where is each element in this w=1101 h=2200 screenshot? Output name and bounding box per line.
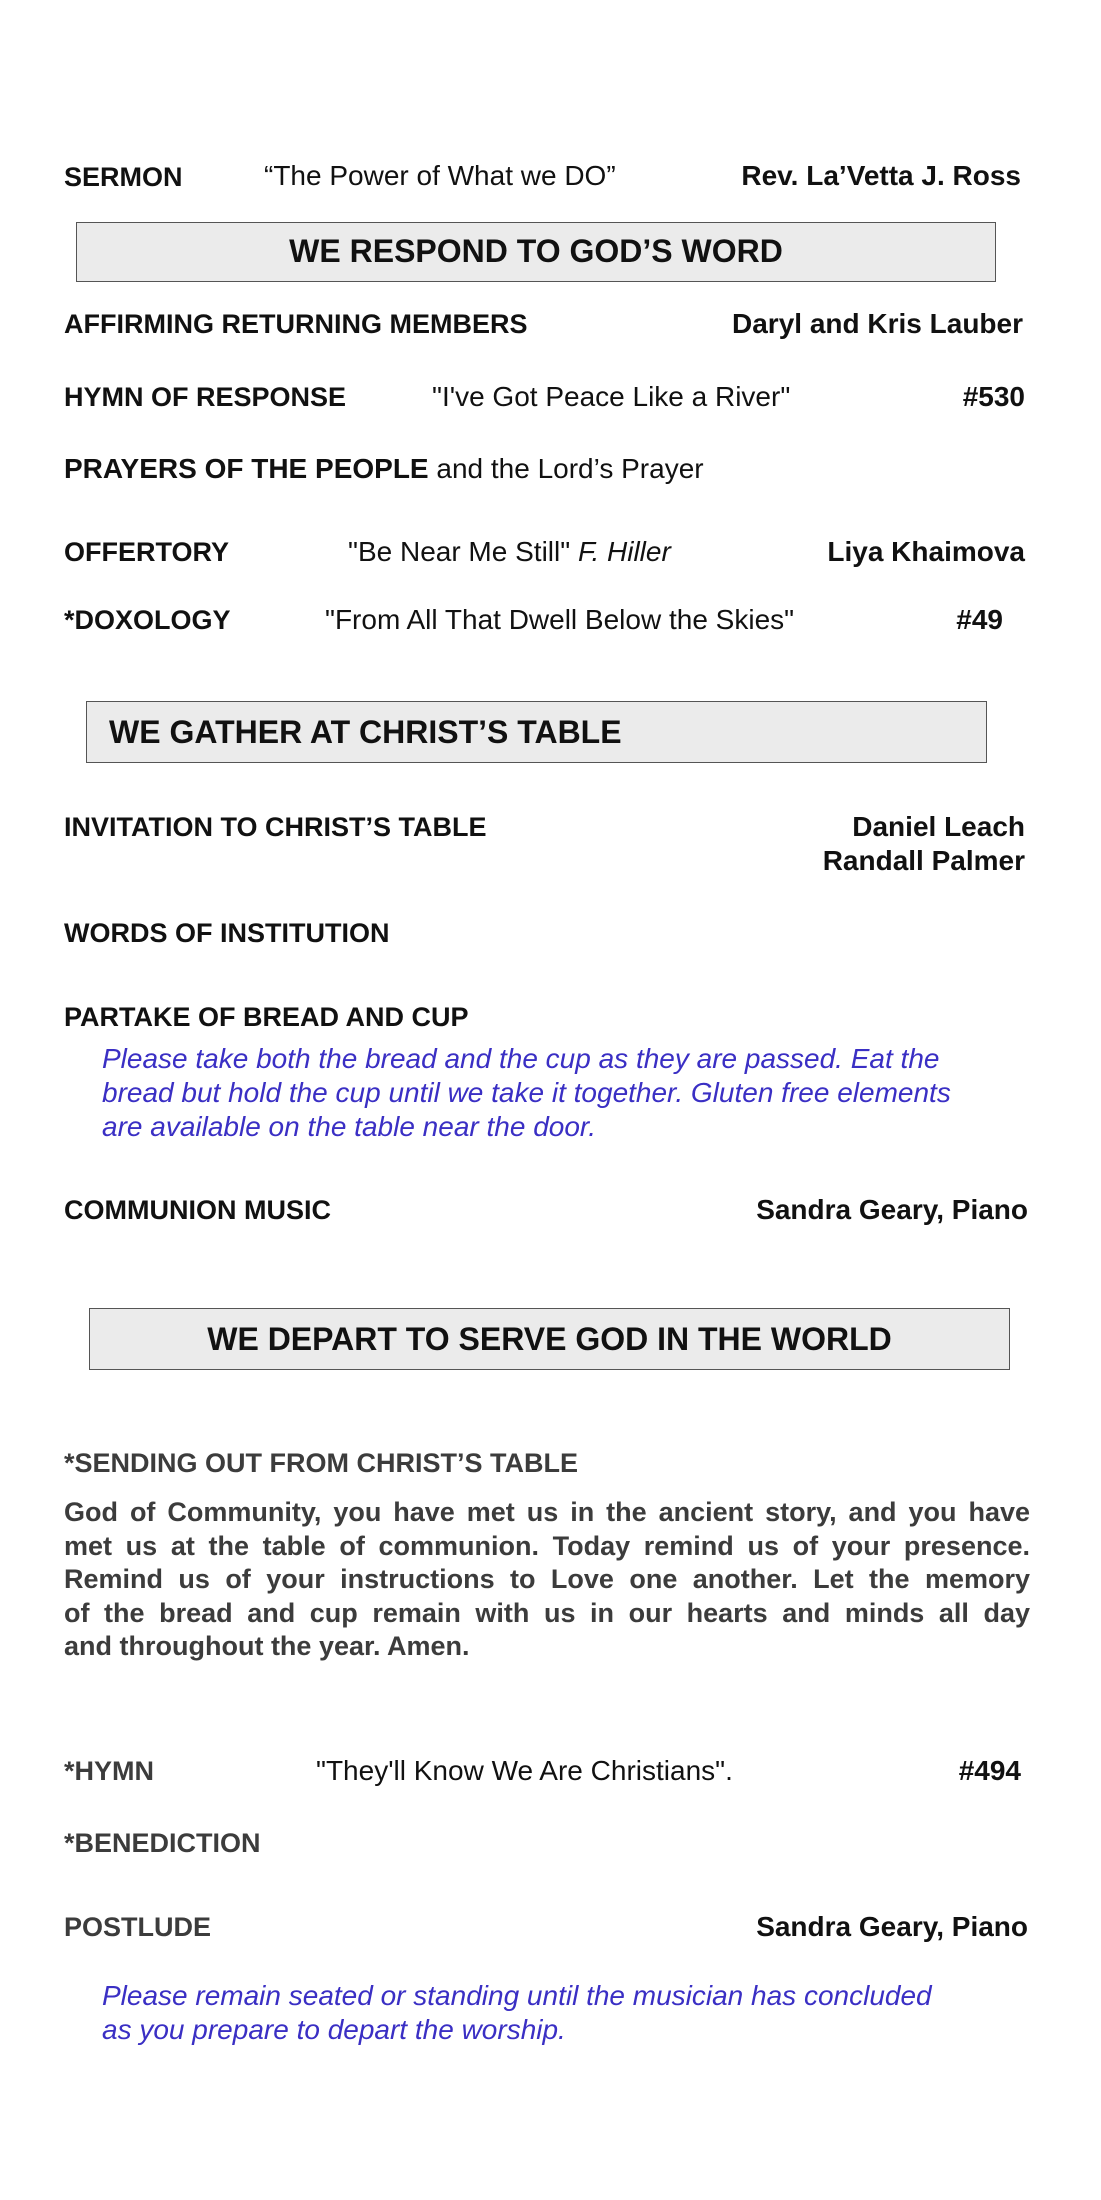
section-gather-title: WE GATHER AT CHRIST’S TABLE: [109, 714, 622, 750]
prayers-rest: and the Lord’s Prayer: [428, 453, 704, 484]
closing-note-line: Please remain seated or standing until the musician has concluded: [102, 1980, 932, 2011]
invitation-label: INVITATION TO CHRIST’S TABLE: [64, 812, 487, 842]
offertory-label: OFFERTORY: [64, 537, 230, 567]
closing-hymn-label: *HYMN: [64, 1756, 155, 1786]
offertory-composer: F. Hiller: [577, 536, 671, 567]
sending-prayer-line: God of Community, you have met us in the ancient story, and you have: [64, 1497, 1030, 1527]
hymn-response-label: HYMN OF RESPONSE: [64, 382, 347, 412]
hymn-response-title: "I've Got Peace Like a River": [432, 381, 791, 412]
section-depart-banner: [89, 1308, 1010, 1370]
sermon-title: “The Power of What we DO”: [264, 160, 616, 191]
closing-hymn-title: "They'll Know We Are Christians".: [316, 1755, 733, 1786]
institution-label: WORDS OF INSTITUTION: [64, 918, 390, 948]
prayers-label: PRAYERS OF THE PEOPLE: [64, 453, 429, 484]
offertory-piece: [348, 536, 671, 568]
postlude-leader: Sandra Geary, Piano: [756, 1911, 1028, 1942]
sending-prayer: [64, 1496, 1030, 1664]
partake-note: [102, 1042, 951, 1144]
sending-prayer-line: and throughout the year. Amen.: [64, 1631, 470, 1661]
sermon-label: SERMON: [64, 162, 183, 192]
partake-note-line: Please take both the bread and the cup as they are passed. Eat the: [102, 1043, 940, 1074]
closing-hymn-number: #494: [958, 1755, 1021, 1786]
section-respond-banner: [76, 222, 996, 282]
partake-note-line: are available on the table near the door.: [102, 1111, 596, 1142]
closing-note-line: as you prepare to depart the worship.: [102, 2014, 566, 2045]
prayers-line: [64, 453, 704, 485]
communion-music-leader: Sandra Geary, Piano: [756, 1194, 1028, 1225]
doxology-title: "From All That Dwell Below the Skies": [325, 604, 795, 635]
hymn-response-number: #530: [962, 381, 1025, 412]
partake-label: PARTAKE OF BREAD AND CUP: [64, 1002, 469, 1032]
invitation-leader-1: Daniel Leach: [852, 811, 1025, 842]
sending-prayer-line: Remind us of your instructions to Love one another. Let the memory: [64, 1564, 1030, 1594]
section-respond-title: WE RESPOND TO GOD’S WORD: [289, 233, 783, 269]
offertory-title: "Be Near Me Still": [348, 536, 571, 567]
invitation-leader-2: Randall Palmer: [822, 845, 1025, 876]
doxology-number: #49: [956, 604, 1003, 635]
sending-prayer-line: met us at the table of communion. Today remind us of your presence.: [64, 1530, 1030, 1561]
section-depart-title: WE DEPART TO SERVE GOD IN THE WORLD: [207, 1321, 892, 1357]
partake-note-line: bread but hold the cup until we take it together. Gluten free elements: [102, 1077, 951, 1108]
communion-music-label: COMMUNION MUSIC: [64, 1195, 331, 1225]
postlude-label: POSTLUDE: [64, 1912, 212, 1942]
sending-label: *SENDING OUT FROM CHRIST’S TABLE: [64, 1448, 579, 1478]
section-gather-banner: [86, 701, 987, 763]
closing-note: [102, 1979, 932, 2047]
doxology-label: *DOXOLOGY: [64, 605, 231, 635]
sending-prayer-line: of the bread and cup remain with us in our hearts and minds all day: [64, 1597, 1030, 1628]
affirming-leader: Daryl and Kris Lauber: [732, 308, 1023, 339]
affirming-label: AFFIRMING RETURNING MEMBERS: [64, 309, 528, 339]
sermon-leader: Rev. La’Vetta J. Ross: [741, 160, 1021, 191]
benediction-label: *BENEDICTION: [64, 1828, 261, 1858]
offertory-leader: Liya Khaimova: [827, 536, 1025, 567]
